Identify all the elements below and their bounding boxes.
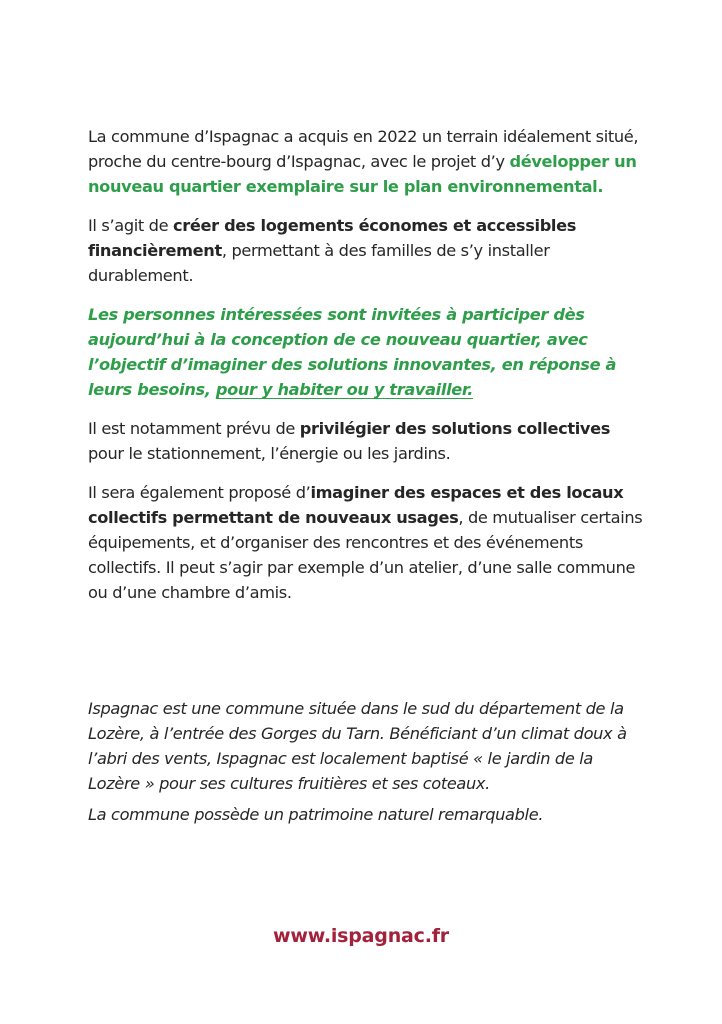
collective-solutions-paragraph	[88, 416, 648, 466]
housing-bold: créer des logements économes et accessibles financièrement	[88, 216, 577, 260]
shared-spaces-paragraph	[88, 480, 648, 605]
shared-intro: Il sera également proposé d’	[88, 483, 311, 502]
intro-paragraph	[88, 124, 648, 199]
shared-bold: imaginer des espaces et des locaux collectifs permettant de nouveaux usages	[88, 483, 624, 527]
invitation-text: Les personnes intéressées sont invitées à participer dès aujourd’hui à la conception de ce nouveau quartier, avec l’objectif d’imaginer des solutions innovantes, en réponse à leurs besoins,	[88, 305, 617, 399]
intro-text: La commune d’Ispagnac a acquis en 2022 un terrain idéalement situé, proche du centre-bourg d’Ispagnac, avec le projet d’y	[88, 127, 639, 171]
commune-heritage: La commune possède un patrimoine naturel remarquable.	[88, 805, 544, 824]
commune-info	[88, 696, 648, 833]
housing-paragraph	[88, 213, 648, 288]
commune-description: Ispagnac est une commune située dans le sud du département de la Lozère, à l’entrée des Gorges du Tarn. Bénéficiant d’un climat doux à l’abri des vents, Ispagnac est localement baptisé « le jardin de la Lozère » pour ses cultures fruitières et ses coteaux.	[88, 699, 627, 793]
collective-bold: privilégier des solutions collectives	[299, 419, 611, 438]
collective-intro: Il est notamment prévu de	[88, 419, 300, 438]
intro-highlight: développer un nouveau quartier exemplaire sur le plan environnemental.	[88, 152, 637, 196]
website-link[interactable]: www.ispagnac.fr	[273, 925, 449, 947]
main-text	[88, 124, 648, 619]
shared-rest: , de mutualiser certains équipements, et d’organiser des rencontres et des événements collectifs. Il peut s’agir par exemple d’un atelier, d’une salle commune ou d’une chambre d’amis.	[88, 508, 643, 602]
housing-intro: Il s’agit de	[88, 216, 174, 235]
collective-rest: pour le stationnement, l’énergie ou les jardins.	[88, 444, 451, 463]
invitation-paragraph	[88, 302, 648, 402]
footer	[0, 925, 722, 947]
invitation-underlined: pour y habiter ou y travailler.	[215, 380, 474, 399]
housing-rest: , permettant à des familles de s’y installer durablement.	[88, 241, 550, 285]
